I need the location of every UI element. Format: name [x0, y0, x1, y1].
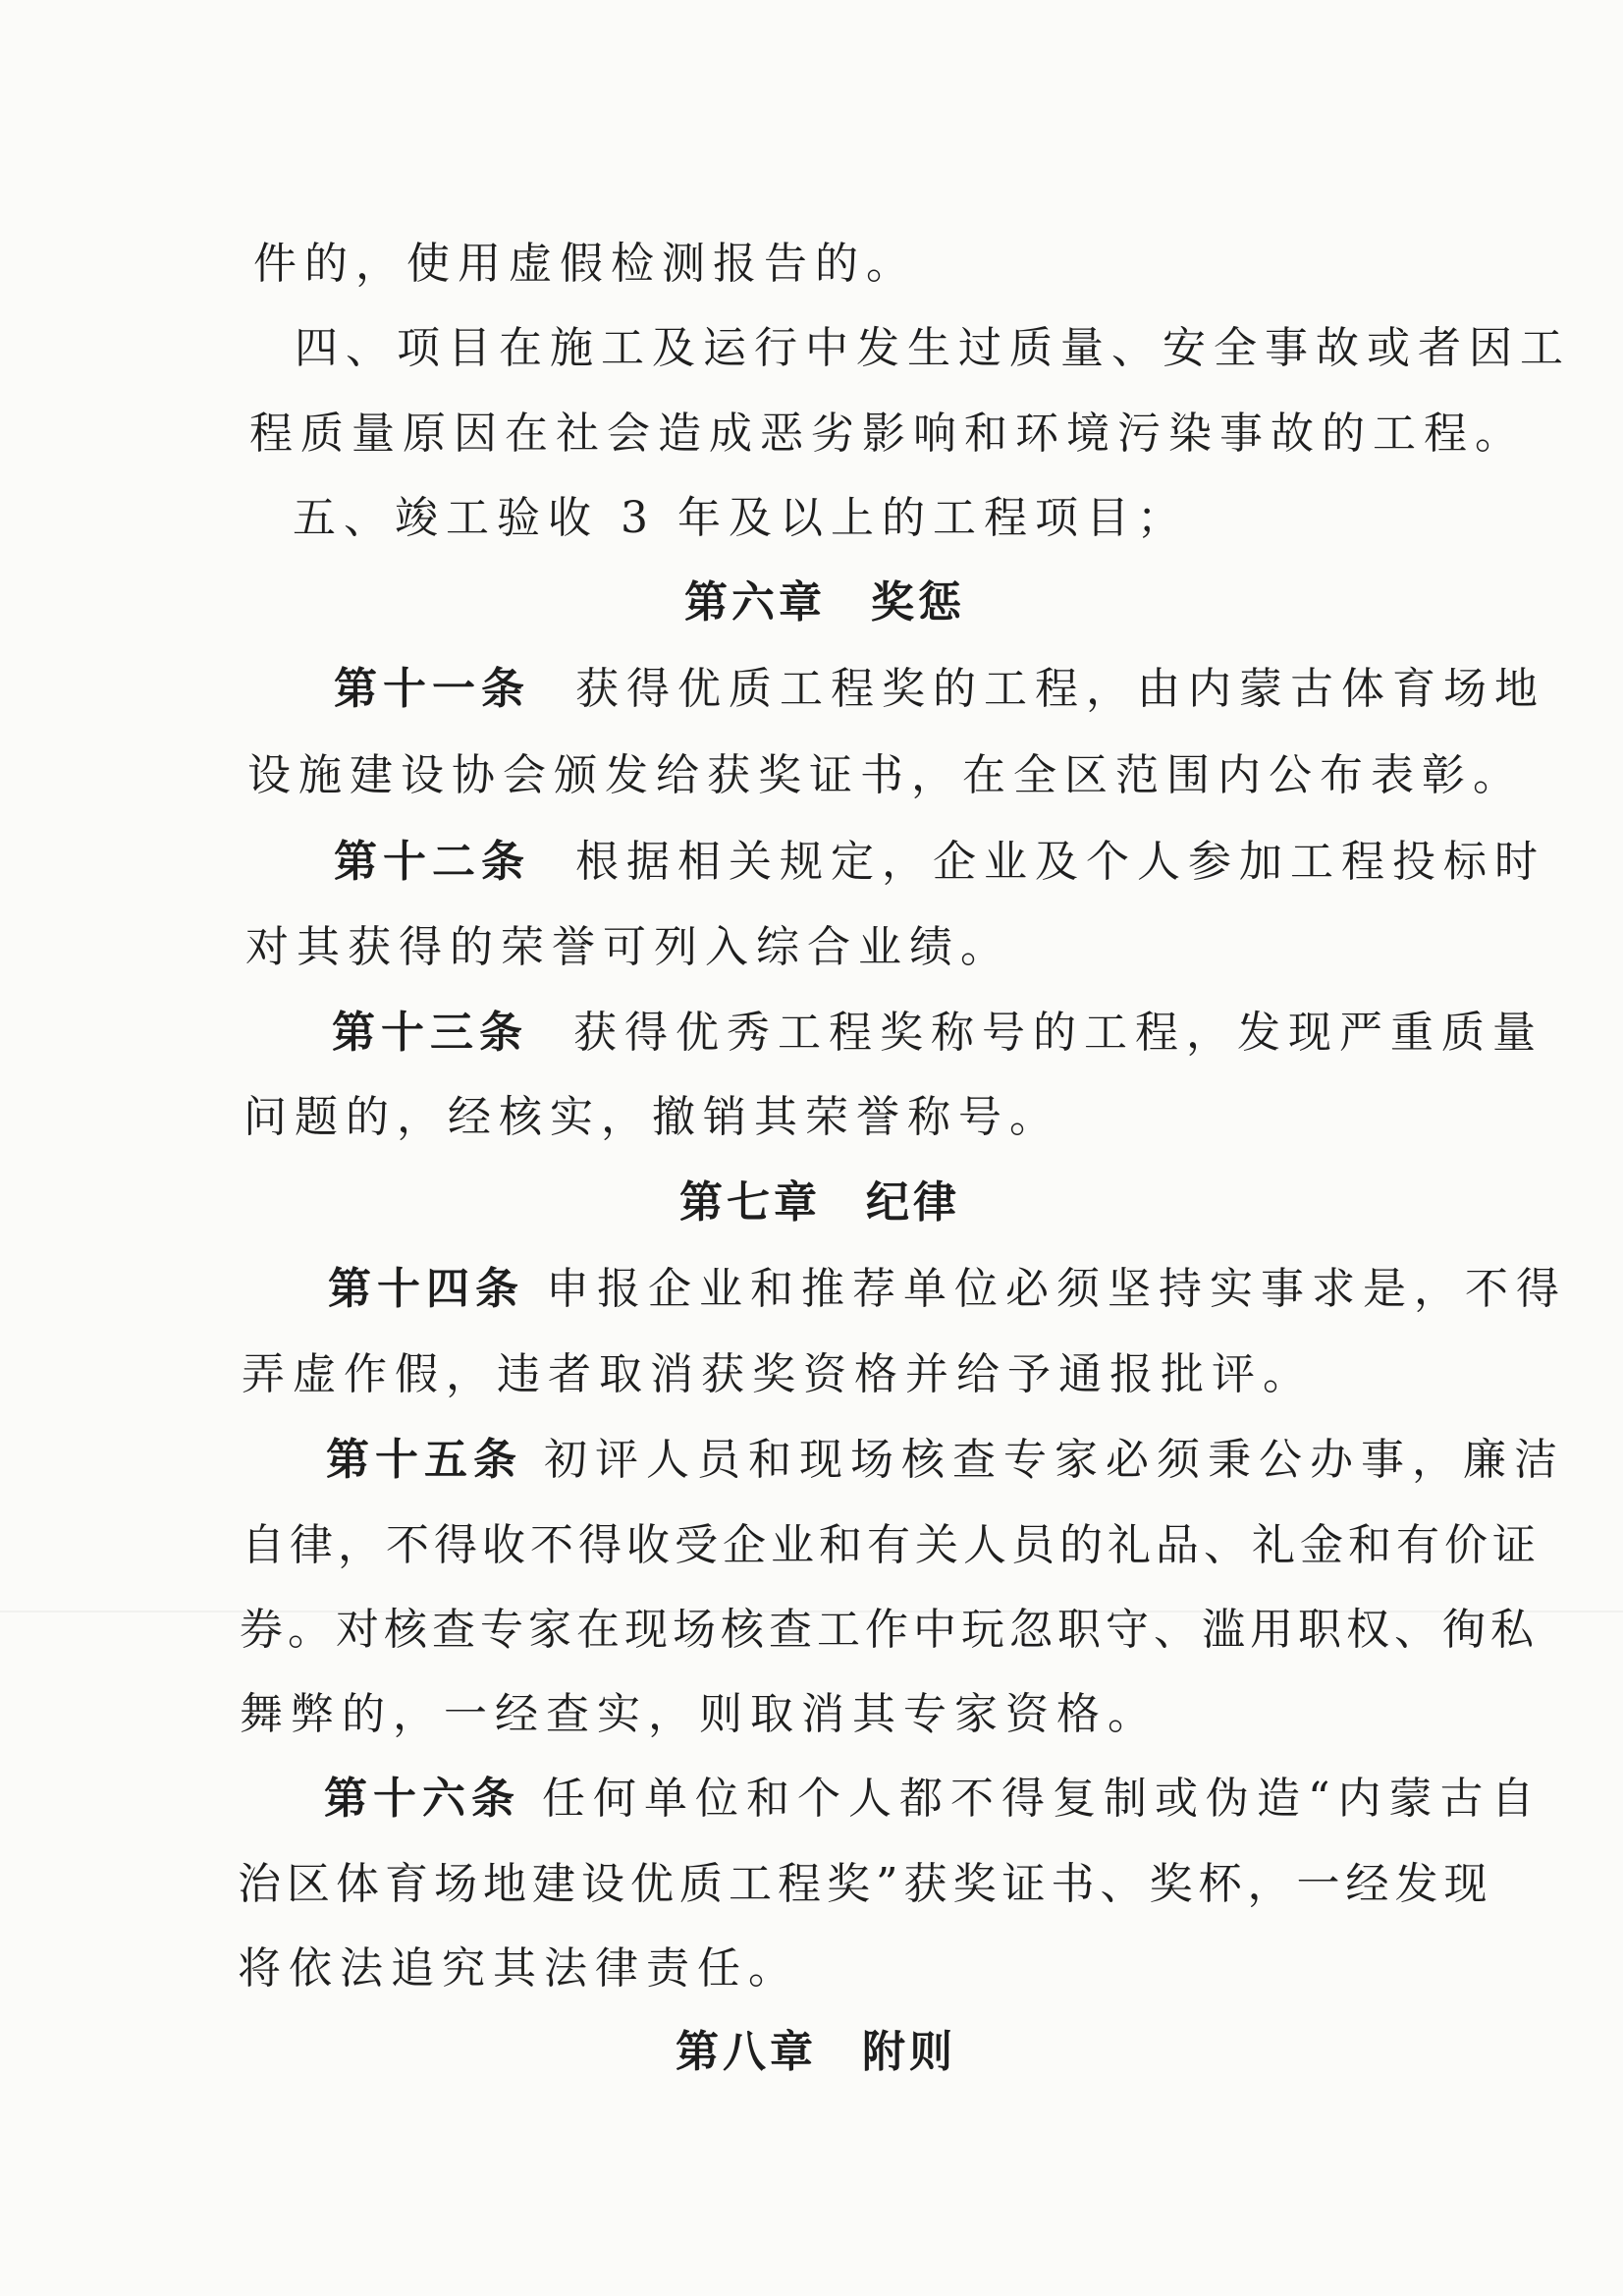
article	[334, 660, 1545, 719]
chapter-title: 纪律	[866, 1177, 960, 1228]
article-text: 任何单位和个人都不得复制或伪造“内蒙古自	[542, 1774, 1542, 1824]
article-label: 第十三条	[332, 1008, 528, 1058]
article	[334, 833, 1545, 892]
article-text: 根据相关规定，企业及个人参加工程投标时	[575, 837, 1545, 887]
chapter-title: 附则	[862, 2027, 956, 2077]
article-label: 第十一条	[334, 664, 530, 714]
article-text: 申报企业和推荐单位必须坚持实事求是，不得	[546, 1264, 1567, 1314]
article	[326, 1431, 1565, 1490]
text-line: 设施建设协会颁发给获奖证书，在全区范围内公布表彰。	[247, 750, 1524, 800]
chapter-number: 第六章	[684, 577, 826, 628]
text-line: 四、项目在施工及运行中发生过质量、安全事故或者因工	[295, 323, 1571, 373]
text-line: 问题的，经核实，撤销其荣誉称号。	[243, 1092, 1060, 1142]
article-text: 初评人员和现场核查专家必须秉公办事，廉洁	[544, 1435, 1565, 1485]
article-label: 第十五条	[326, 1435, 522, 1485]
chapter-heading	[684, 574, 965, 632]
article-label: 第十六条	[324, 1774, 520, 1824]
article-text: 获得优秀工程奖称号的工程，发现严重质量	[573, 1008, 1543, 1058]
chapter-heading	[679, 1174, 960, 1232]
text-line: 舞弊的，一经查实，则取消其专家资格。	[240, 1689, 1159, 1739]
chapter-number: 第八章	[676, 2027, 817, 2077]
text-line: 弄虚作假，违者取消获奖资格并给予通报批评。	[242, 1349, 1314, 1399]
article-text: 获得优质工程奖的工程，由内蒙古体育场地	[575, 664, 1545, 714]
chapter-number: 第七章	[679, 1177, 821, 1228]
article-label: 第十四条	[328, 1264, 524, 1314]
article	[328, 1260, 1567, 1319]
text-line: 对其获得的荣誉可列入综合业绩。	[245, 922, 1011, 972]
text-line: 自律，不得收不得收受企业和有关人员的礼品、礼金和有价证	[242, 1520, 1541, 1570]
text-line: 程质量原因在社会造成恶劣影响和环境污染事故的工程。	[249, 409, 1526, 459]
article	[332, 1004, 1543, 1063]
chapter-title: 奖惩	[871, 577, 965, 628]
text-line: 五、竣工验收 3 年及以上的工程项目；	[293, 493, 1188, 543]
chapter-heading	[676, 2023, 956, 2082]
text-line: 将依法追究其法律责任。	[238, 1943, 799, 1994]
article	[324, 1770, 1542, 1829]
article-label: 第十二条	[334, 837, 530, 887]
text-line: 治区体育场地建设优质工程奖”获奖证书、奖杯，一经发现	[238, 1859, 1493, 1909]
text-line: 券。对核查专家在现场核查工作中玩忽职守、滥用职权、徇私	[240, 1605, 1539, 1655]
text-line: 件的，使用虚假检测报告的。	[253, 239, 917, 289]
